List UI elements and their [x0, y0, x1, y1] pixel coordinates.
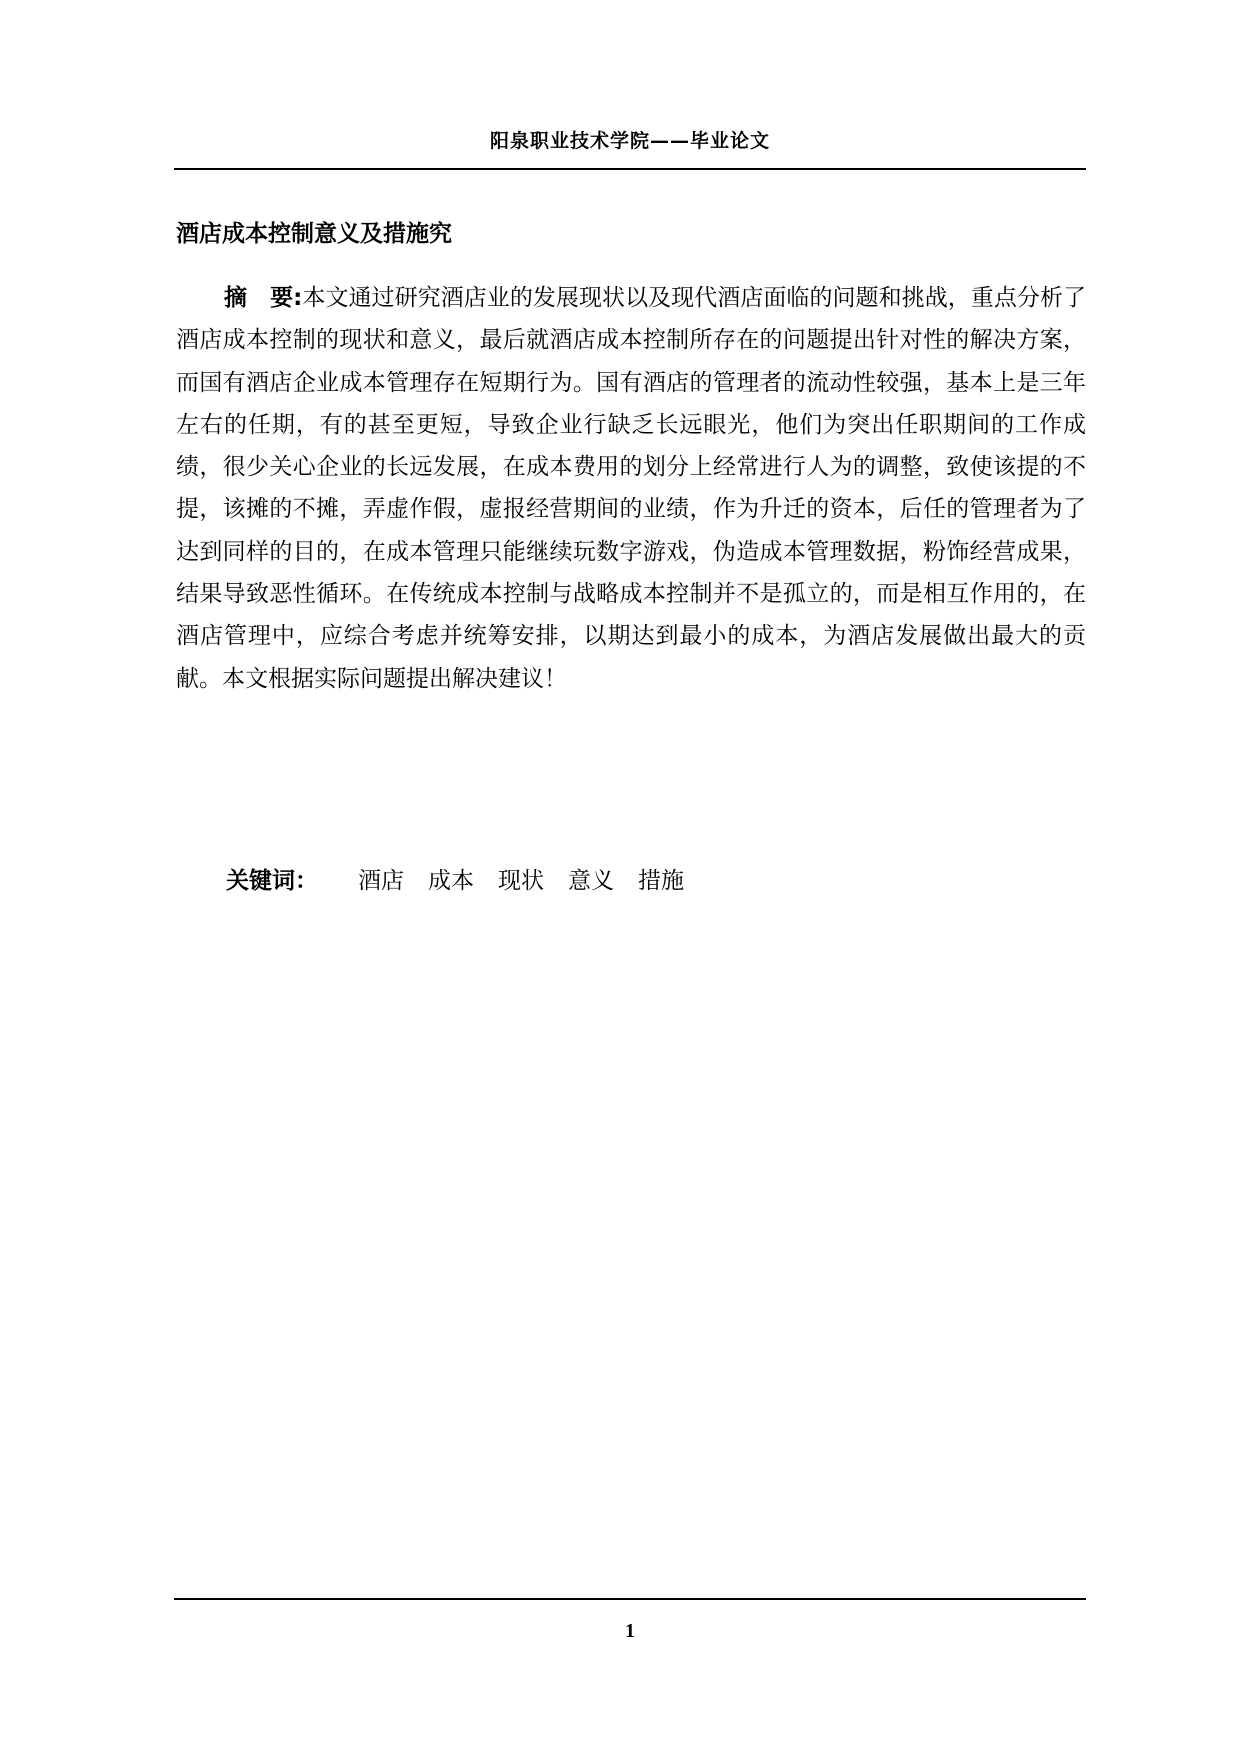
keyword: 措施 [638, 868, 684, 894]
keyword: 酒店 [358, 868, 404, 894]
keywords-line [226, 862, 708, 895]
keywords-label: 关键词： [226, 868, 318, 894]
keyword: 意义 [568, 868, 614, 894]
abstract-paragraph [176, 277, 1086, 700]
keyword: 现状 [498, 868, 544, 894]
page-number: 1 [625, 1620, 635, 1642]
abstract-text: 本文通过研究酒店业的发展现状以及现代酒店面临的问题和挑战，重点分析了酒店成本控制的现状和意义，最后就酒店成本控制所存在的问题提出针对性的解决方案，而国有酒店企业成本管理存在短期行为。国有酒店的管理者的流动性较强，基本上是三年左右的任期，有的甚至更短，导致企业行缺乏长远眼光，他们为突出任职期间的工作成绩，很少关心企业的长远发展，在成本费用的划分上经常进行人为的调整，致使该提的不提，该摊的不摊，弄虚作假，虚报经营期间的业绩，作为升迁的资本，后任的管理者为了达到同样的目的，在成本管理只能继续玩数字游戏，伪造成本管理数据，粉饰经营成果，结果导致恶性循环。在传统成本控制与战略成本控制并不是孤立的，而是相互作用的，在酒店管理中，应综合考虑并统筹安排，以期达到最小的成本，为酒店发展做出最大的贡献。本文根据实际问题提出解决建议！ [176, 285, 1086, 692]
footer-divider [174, 1598, 1086, 1600]
abstract-label: 摘 要: [224, 285, 303, 311]
keyword: 成本 [428, 868, 474, 894]
header-divider [174, 168, 1086, 170]
paper-title: 酒店成本控制意义及措施究 [176, 221, 452, 247]
page-header: 阳泉职业技术学院——毕业论文 [489, 130, 770, 152]
